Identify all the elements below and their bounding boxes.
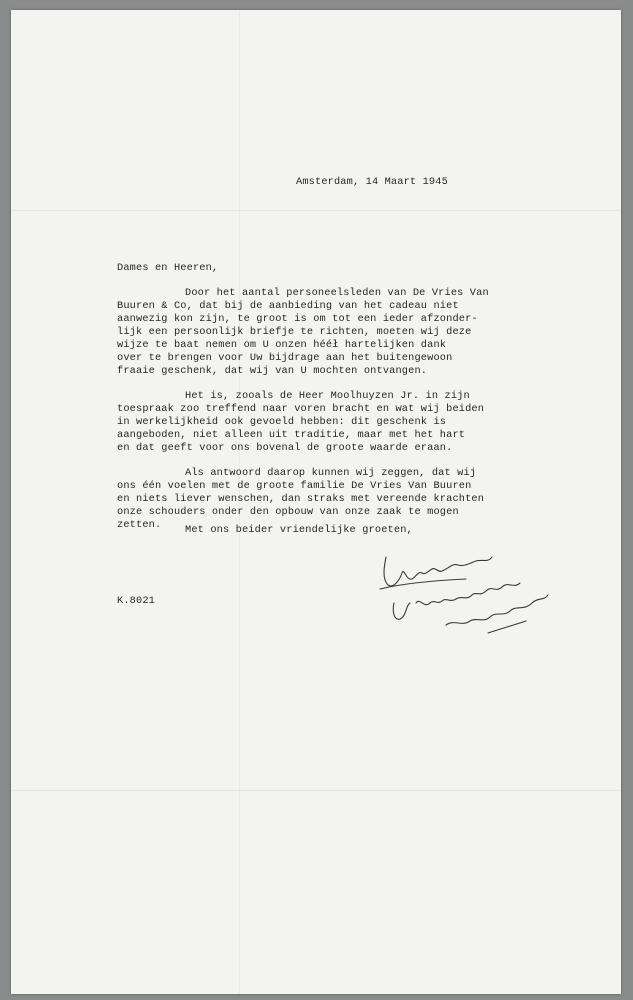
text-line: lijk een persoonlijk briefje te richten, moeten wij deze: [117, 326, 472, 338]
dateline: Amsterdam, 14 Maart 1945: [296, 176, 448, 188]
text-line: ons één voelen met de groote familie De Vries Van Buuren: [117, 480, 472, 492]
fold-line: [11, 790, 621, 791]
text-line: wijze te baat nemen om U onzen hééł hartelijken dank: [117, 339, 447, 351]
text-line: fraaie geschenk, dat wij van U mochten ontvangen.: [117, 365, 428, 377]
reference-number: K.8021: [117, 595, 155, 607]
text-line: onze schouders onder den opbouw van onze zaak te mogen: [117, 506, 459, 518]
text-line: toespraak zoo treffend naar voren bracht en wat wij beiden: [117, 403, 485, 415]
salutation: Dames en Heeren,: [117, 262, 219, 274]
text-line: zetten.: [117, 519, 162, 531]
text-line: Als antwoord daarop kunnen wij zeggen, dat wij: [185, 467, 477, 479]
handwritten-signature: [376, 545, 556, 635]
text-line: en niets liever wenschen, dan straks met vereende krachten: [117, 493, 485, 505]
text-line: over te brengen voor Uw bijdrage aan het buitengewoon: [117, 352, 453, 364]
text-line: aangeboden, niet alleen uit traditie, maar met het hart: [117, 429, 466, 441]
text-line: Door het aantal personeelsleden van De Vries Van: [185, 287, 489, 299]
text-line: Buuren & Co, dat bij de aanbieding van het cadeau niet: [117, 300, 459, 312]
closing: Met ons beider vriendelijke groeten,: [185, 524, 413, 536]
text-line: aanwezig kon zijn, te groot is om tot een ieder afzonder-: [117, 313, 478, 325]
text-line: en dat geeft voor ons bovenal de groote waarde eraan.: [117, 442, 453, 454]
letter-page: [11, 10, 621, 994]
text-line: Het is, zooals de Heer Moolhuyzen Jr. in zijn: [185, 390, 470, 402]
text-line: in werkelijkheid ook gevoeld hebben: dit geschenk is: [117, 416, 447, 428]
fold-line: [11, 210, 621, 211]
